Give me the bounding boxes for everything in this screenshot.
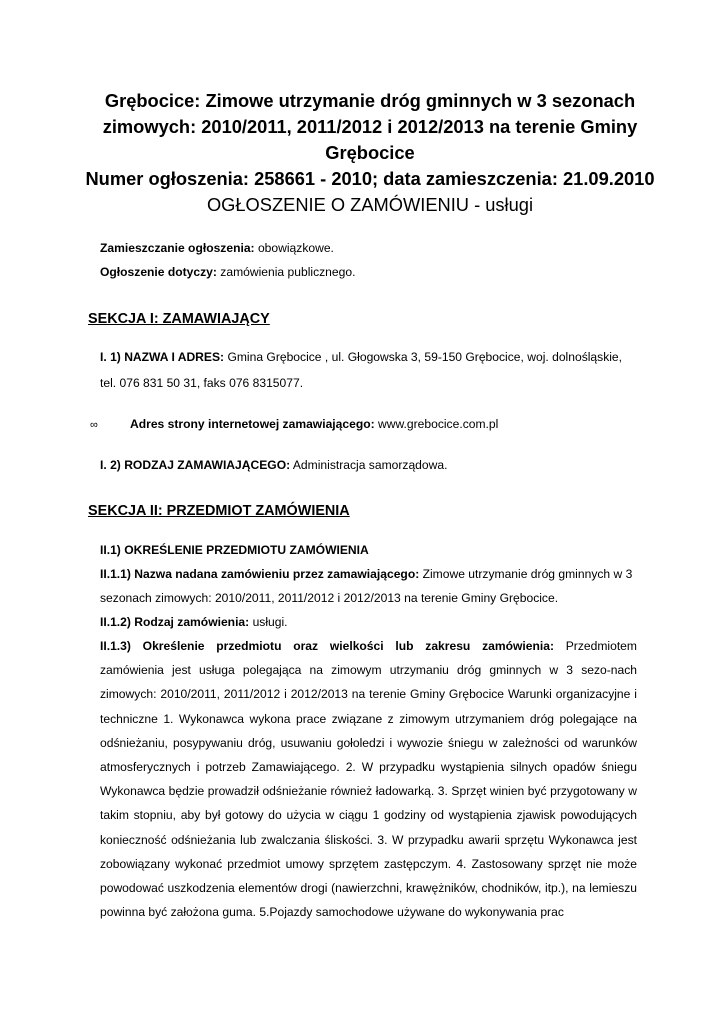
name-address-line — [100, 350, 622, 364]
announcement-number: Numer ogłoszenia: 258661 - 2010; data zamieszczenia: 21.09.2010 — [85, 168, 655, 189]
order-kind-label: II.1.2) Rodzaj zamówienia: — [100, 615, 250, 629]
document-subtitle: OGŁOSZENIE O ZAMÓWIENIU - usługi — [206, 194, 534, 215]
contracting-type-value: Administracja samorządowa. — [290, 458, 448, 472]
title-line-2: zimowych: 2010/2011, 2011/2012 i 2012/2013 na terenie Gminy — [102, 116, 638, 137]
posting-line — [100, 241, 334, 255]
posting-value: obowiązkowe. — [254, 241, 334, 255]
order-description-value: Przedmiotem zamówienia jest usługa polegająca na zimowym utrzymaniu dróg gminnych w 3 sezo-nach zimowych: 2010/2011, 2011/2012 i 2012/2013 na terenie Gminy Grębocice Warunki organizacyjne i techniczne 1. Wykonawca wykona prace związane z zimowym utrzymaniem dróg polegające na odśnieżaniu, posypywaniu dróg, usuwaniu gołoledzi i wywozie śniegu w zależności od warunków atmosferycznych i potrzeb Zamawiającego. 2. W przypadku wystąpienia silnych opadów śniegu Wykonawca będzie prowadził odśnieżanie również ładowarką. 3. Sprzęt winien być przygotowany w takim stopniu, aby był gotowy do użycia w ciągu 1 godziny od wystąpienia zjawisk powodujących konieczność odśnieżania lub zwalczania śliskości. 3. W przypadku awarii sprzętu Wykonawca jest zobowiązany wykonać przedmiot umowy sprzętem zastępczym. 4. Zastosowany sprzęt nie może powodować uszkodzenia elementów drogi (nawierzchni, krawężników, chodników, itp.), na lemieszu powinna być założona guma. 5.Pojazdy samochodowe używane do wykonywania prac — [100, 639, 637, 920]
name-address-value: Gmina Grębocice , ul. Głogowska 3, 59-150 Grębocice, woj. dolnośląskie, — [224, 350, 623, 364]
section-2-heading: SEKCJA II: PRZEDMIOT ZAMÓWIENIA — [88, 503, 350, 519]
order-description — [100, 634, 637, 924]
website-label: Adres strony internetowej zamawiającego: — [130, 417, 375, 431]
concerns-label: Ogłoszenie dotyczy: — [100, 265, 217, 279]
order-name-value-2: sezonach zimowych: 2010/2011, 2011/2012 i 2012/2013 na terenie Gminy Grębocice. — [100, 591, 559, 605]
contracting-type-label: I. 2) RODZAJ ZAMAWIAJĄCEGO: — [100, 458, 291, 472]
section-1-heading: SEKCJA I: ZAMAWIAJĄCY — [88, 311, 270, 327]
posting-label: Zamieszczanie ogłoszenia: — [100, 241, 255, 255]
document-title — [60, 88, 680, 218]
website-line — [130, 417, 498, 431]
title-line-1: Grębocice: Zimowe utrzymanie dróg gminnych w 3 sezonach — [104, 90, 636, 111]
subject-definition-heading: II.1) OKREŚLENIE PRZEDMIOTU ZAMÓWIENIA — [100, 543, 369, 557]
concerns-line — [100, 265, 355, 279]
contracting-type-line — [100, 458, 447, 472]
order-kind-value: usługi. — [249, 615, 288, 629]
website-value: www.grebocice.com.pl — [374, 417, 499, 431]
order-name-label: II.1.1) Nazwa nadana zamówieniu przez zamawiającego: — [100, 567, 420, 581]
phone-fax-line: tel. 076 831 50 31, faks 076 8315077. — [100, 376, 304, 390]
concerns-value: zamówienia publicznego. — [216, 265, 356, 279]
name-address-label: I. 1) NAZWA I ADRES: — [100, 350, 225, 364]
order-name-value-1: Zimowe utrzymanie dróg gminnych w 3 — [419, 567, 633, 581]
title-line-3: Grębocice — [325, 142, 415, 163]
order-kind-line — [100, 615, 288, 629]
order-name-line — [100, 567, 632, 581]
bullet-icon: ∞ — [90, 419, 98, 431]
order-description-label: II.1.3) Określenie przedmiotu oraz wielkości lub zakresu zamówienia: — [100, 639, 554, 653]
